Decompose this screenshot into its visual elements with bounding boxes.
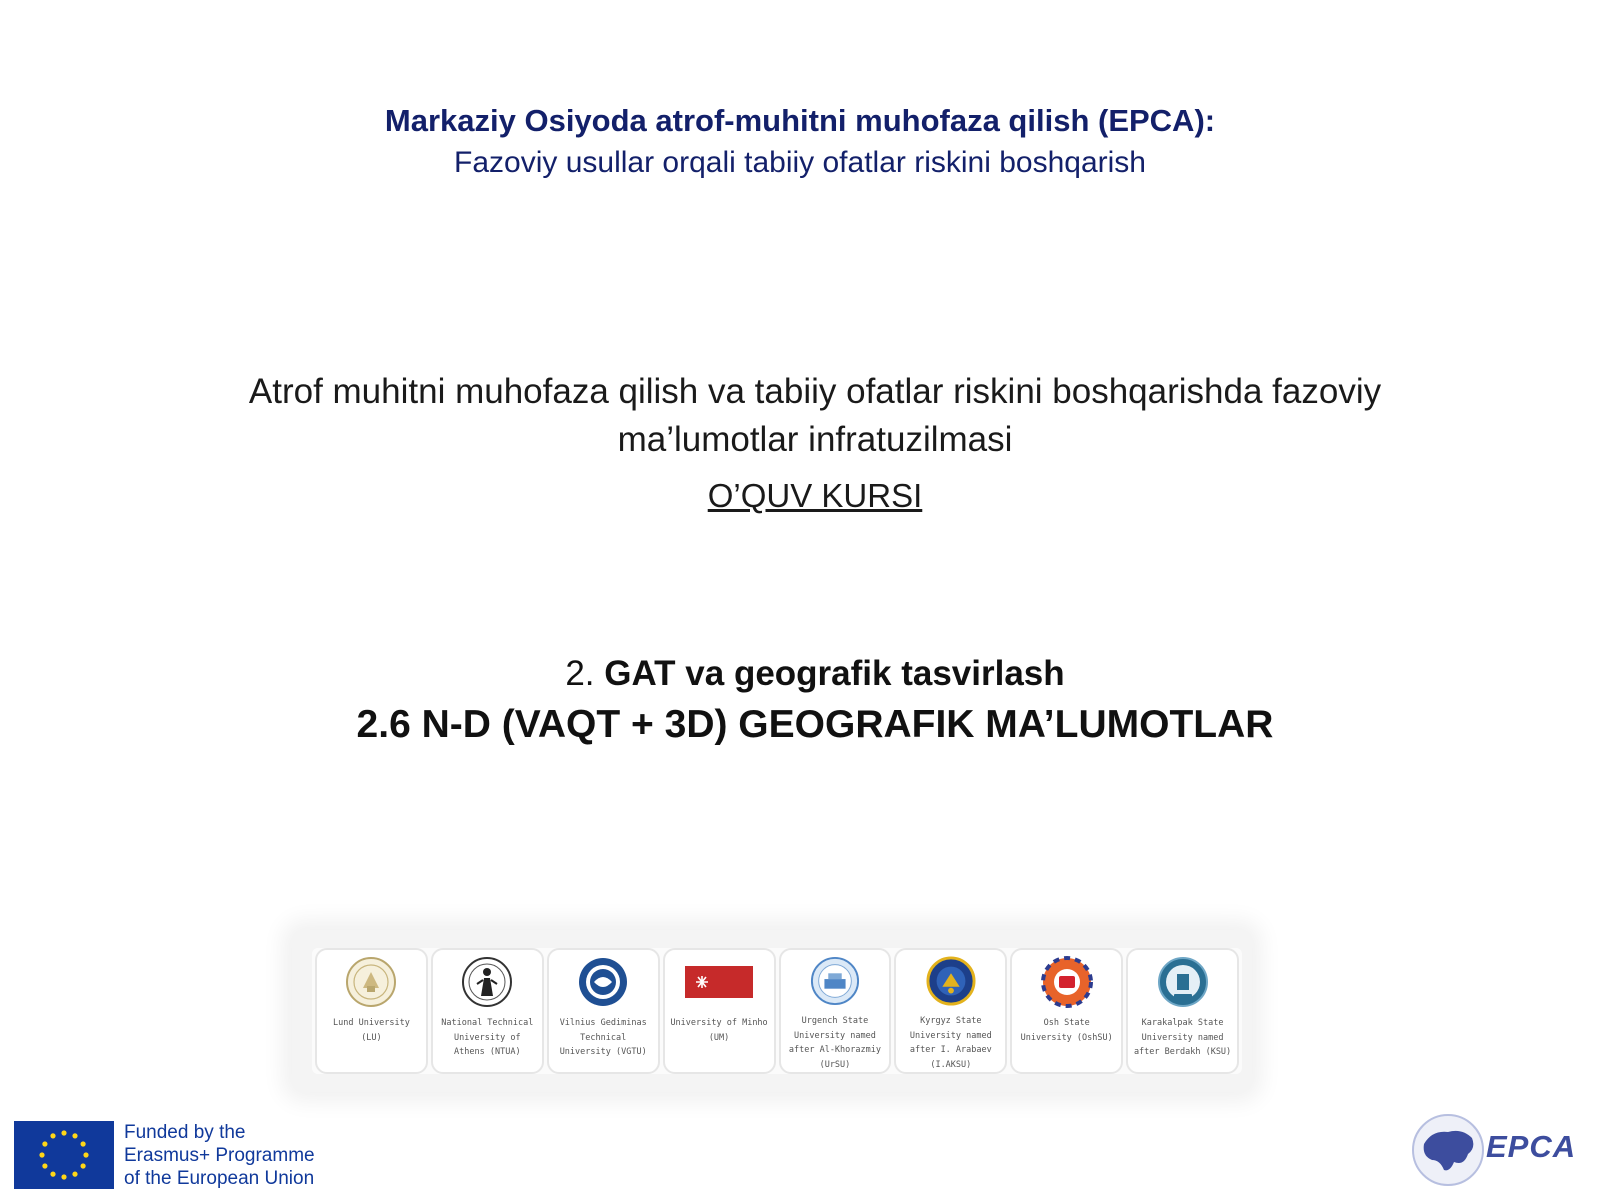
eu-funding-line: of the European Union [124,1168,315,1189]
aksu-seal-icon [925,956,977,1006]
eu-star [81,1163,86,1168]
project-title: Markaziy Osiyoda atrof-muhitni muhofaza qilish (EPCA): [384,103,1216,138]
partner-card-aksu [894,948,1007,1074]
partner-card-vgtu [547,948,660,1074]
section-number: 2. [565,654,595,693]
partner-name: Kyrgyz State University named after I. Arabaev (I.AKSU) [909,1016,992,1070]
partner-logos-strip [312,948,1242,1074]
partner-name: Osh State University (OshSU) [1020,1018,1113,1043]
eu-flag-icon [14,1121,114,1189]
section-block [0,650,1600,752]
partner-card-ursu [779,948,892,1074]
partner-card-ksu [1126,948,1239,1074]
uminho-flag-icon [684,956,754,1008]
eu-funding-text [124,1121,315,1190]
eu-funding-line: Funded by the [124,1122,246,1143]
section-heading [30,650,1600,698]
eu-star [50,1133,55,1138]
partner-name: Vilnius Gediminas Technical University (VGTU) [559,1018,647,1057]
partner-name: University of Minho (UM) [670,1018,768,1043]
project-subtitle: Fazoviy usullar orqali tabiiy ofatlar riskini boshqarish [454,146,1146,179]
eu-star [61,1174,66,1179]
eu-star [83,1152,88,1157]
epca-logo-text: EPCA [1486,1129,1577,1164]
eu-star [42,1141,47,1146]
partner-name: National Technical University of Athens (NTUA) [441,1018,534,1057]
eu-star [72,1133,77,1138]
partner-card-ntua [431,948,544,1074]
vgtu-seal-icon [577,956,629,1008]
partner-name: Lund University (LU) [333,1018,410,1043]
partner-card-oshsu [1010,948,1123,1074]
eu-star [42,1163,47,1168]
eu-star [50,1172,55,1177]
oshsu-seal-icon [1041,956,1093,1008]
eu-funding-line: Erasmus+ Programme [124,1145,315,1166]
section-title: GAT va geografik tasvirlash [604,654,1065,693]
partner-card-um [663,948,776,1074]
ntua-seal-icon [461,956,513,1008]
ursu-seal-icon [809,956,861,1006]
eu-funding-logo [14,1121,334,1191]
partner-logos-panel [292,930,1252,1092]
ksu-seal-icon [1157,956,1209,1008]
subsection-title: 2.6 N-D (VAQT + 3D) GEOGRAFIK MA’LUMOTLAR [356,703,1274,746]
slide-header [0,100,1600,184]
eu-star [61,1130,66,1135]
eu-star [39,1152,44,1157]
asia-globe-icon [1410,1110,1490,1190]
partner-card-lu [315,948,428,1074]
partner-name: Karakalpak State University named after Berdakh (KSU) [1133,1018,1232,1057]
lund-seal-icon [345,956,397,1008]
course-description: Atrof muhitni muhofaza qilish va tabiiy ofatlar riskini boshqarishda fazoviy ma’lumotlar infratuzilmasi [248,372,1382,459]
course-block [180,368,1450,518]
eu-star [72,1172,77,1177]
eu-star [81,1141,86,1146]
partner-name: Urgench State University named after Al-Khorazmiy (UrSU) [788,1016,881,1070]
course-label: O’QUV KURSI [707,477,923,514]
epca-logo [1410,1110,1590,1190]
